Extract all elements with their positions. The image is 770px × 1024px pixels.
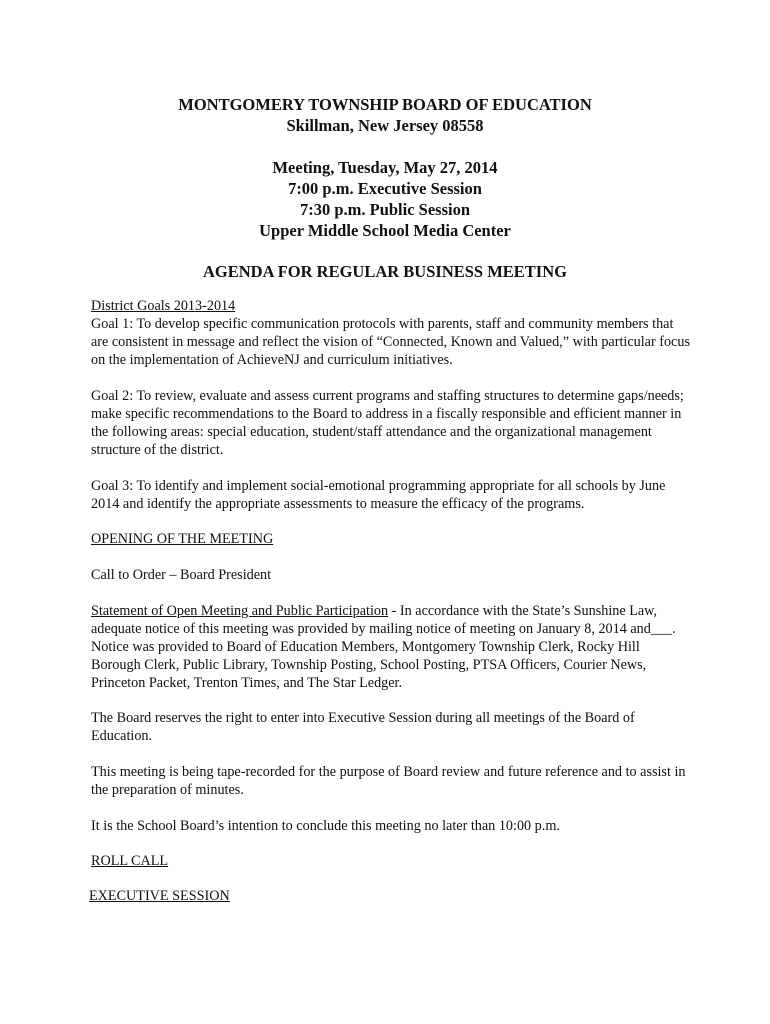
call-to-order: Call to Order – Board President	[91, 567, 272, 583]
executive-right-paragraph: The Board reserves the right to enter into Executive Session during all meetings of the Board of Education.	[91, 710, 635, 744]
roll-call-heading: ROLL CALL	[91, 853, 169, 869]
statement-text: - In accordance with the State’s Sunshine Law, adequate notice of this meeting was provided by mailing notice of meeting on January 8, 2014 and___. Notice was provided to Board of Education Members, Montgomery Township Clerk, Rocky Hill Borough Clerk, Public Library, Township Posting, School Posting, PTSA Officers, Courier News, Princeton Packet, Trenton Times, and The Star Ledger.	[91, 603, 676, 691]
executive-session-heading: EXECUTIVE SESSION	[89, 888, 230, 904]
agenda-title: AGENDA FOR REGULAR BUSINESS MEETING	[203, 262, 567, 281]
executive-session-time: 7:00 p.m. Executive Session	[288, 179, 482, 198]
district-goals-section	[91, 297, 691, 369]
recording-paragraph: This meeting is being tape-recorded for the purpose of Board review and future reference and to assist in the preparation of minutes.	[91, 764, 686, 798]
org-name: MONTGOMERY TOWNSHIP BOARD OF EDUCATION	[178, 95, 592, 114]
goal-3: Goal 3: To identify and implement social-emotional programming appropriate for all schools by June 2014 and identify the appropriate assessments to measure the efficacy of the programs.	[91, 478, 666, 512]
meeting-info	[0, 157, 770, 241]
opening-heading: OPENING OF THE MEETING	[91, 531, 274, 547]
document-header	[0, 94, 770, 136]
meeting-venue: Upper Middle School Media Center	[259, 221, 511, 240]
intention-paragraph: It is the School Board’s intention to conclude this meeting no later than 10:00 p.m.	[91, 818, 560, 834]
statement-heading: Statement of Open Meeting and Public Participation	[91, 603, 389, 619]
goal-1: Goal 1: To develop specific communication protocols with parents, staff and community members that are consistent in message and reflect the vision of “Connected, Known and Valued,” with particular focus on the implementation of AchieveNJ and curriculum initiatives.	[91, 316, 690, 368]
org-location: Skillman, New Jersey 08558	[286, 116, 484, 135]
district-goals-heading: District Goals 2013-2014	[91, 298, 236, 314]
goal-2: Goal 2: To review, evaluate and assess current programs and staffing structures to determine gaps/needs; make specific recommendations to the Board to address in a fiscally responsible and efficient manner in the following areas: special education, student/staff attendance and the organizational management structure of the district.	[91, 388, 684, 458]
public-session-time: 7:30 p.m. Public Session	[299, 200, 471, 219]
meeting-date: Meeting, Tuesday, May 27, 2014	[272, 158, 498, 177]
statement-paragraph	[91, 602, 691, 692]
